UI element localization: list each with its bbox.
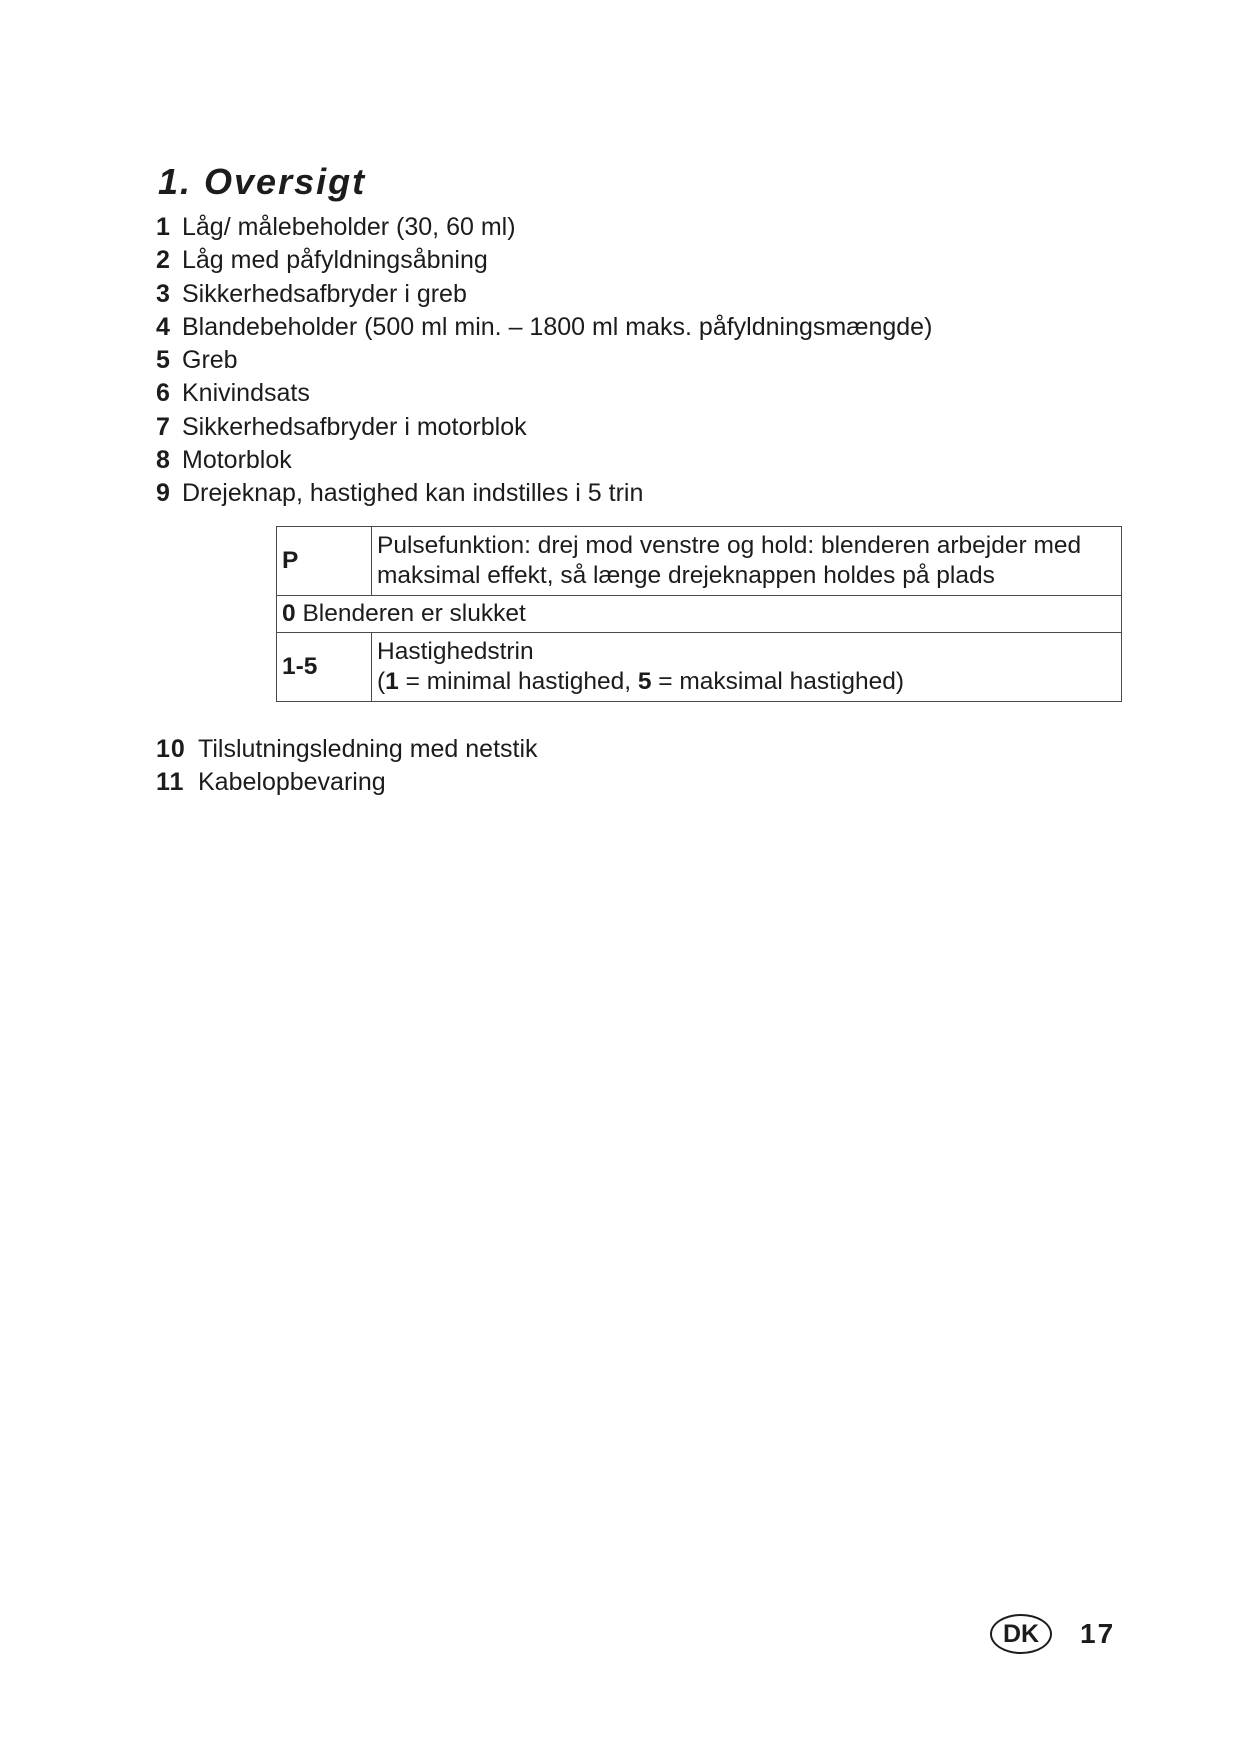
item-number: 1 <box>156 213 170 241</box>
table-row <box>277 596 1122 633</box>
item-number: 6 <box>156 379 170 408</box>
item-text: Drejeknap, hastighed kan indstilles i 5 trin <box>182 479 644 508</box>
knob-settings-table <box>276 526 1122 702</box>
list-item <box>156 211 932 244</box>
item-number: 4 <box>156 312 170 341</box>
item-number: 8 <box>156 446 170 475</box>
table-cell-key: P <box>277 527 372 596</box>
list-item <box>156 344 932 377</box>
max-speed-number: 5 <box>637 668 652 695</box>
item-text: Greb <box>182 346 238 375</box>
paren-text: ( <box>377 668 386 695</box>
list-item <box>156 733 538 766</box>
list-item <box>156 411 932 444</box>
parts-list-continued <box>156 733 538 800</box>
country-code-badge: DK <box>990 1614 1052 1654</box>
page-footer <box>990 1614 1115 1654</box>
description-line: maksimal effekt, så længe drejeknappen holdes på plads <box>377 562 995 589</box>
list-item <box>156 377 932 410</box>
list-item <box>156 278 932 311</box>
description-line: Pulsefunktion: drej mod venstre og hold: blenderen arbejder med <box>377 532 1082 559</box>
item-number: 11 <box>156 768 185 797</box>
item-text: Tilslutningsledning med netstik <box>198 735 538 763</box>
item-number: 9 <box>156 479 170 508</box>
item-text: Blandebeholder (500 ml min. – 1800 ml maks. påfyldningsmængde) <box>182 312 933 341</box>
item-text: Sikkerhedsafbryder i greb <box>182 279 467 308</box>
list-item <box>156 444 932 477</box>
min-speed-text: = minimal hastighed, <box>398 668 638 695</box>
item-text: Låg/ målebeholder (30, 60 ml) <box>182 213 516 241</box>
item-number: 3 <box>156 279 170 308</box>
table-cell-key: 0 <box>282 600 296 627</box>
list-item <box>156 766 538 799</box>
item-text: Knivindsats <box>182 379 310 408</box>
table-cell-description <box>372 527 1122 596</box>
table-cell-description <box>372 633 1122 702</box>
description-line <box>377 667 1116 697</box>
min-speed-number: 1 <box>385 668 399 695</box>
list-item <box>156 244 932 277</box>
description-line: Hastighedstrin <box>377 638 534 665</box>
page-number: 17 <box>1080 1618 1116 1649</box>
item-text: Motorblok <box>182 446 292 475</box>
item-number: 5 <box>156 346 170 375</box>
list-item <box>156 311 932 344</box>
item-number: 2 <box>156 246 170 275</box>
item-text: Låg med påfyldningsåbning <box>182 246 488 275</box>
table-cell-key: 1-5 <box>277 633 372 702</box>
item-number: 7 <box>156 412 170 441</box>
list-item <box>156 477 932 510</box>
section-title: 1. Oversigt <box>158 161 367 202</box>
table-row <box>277 633 1122 702</box>
table-row <box>277 527 1122 596</box>
item-text: Sikkerhedsafbryder i motorblok <box>182 412 527 441</box>
parts-list <box>156 211 932 511</box>
item-number: 10 <box>156 735 186 763</box>
item-text: Kabelopbevaring <box>198 768 386 797</box>
description-text: Blenderen er slukket <box>302 600 526 627</box>
table-cell-merged <box>277 596 1122 633</box>
max-speed-text: = maksimal hastighed) <box>651 668 905 695</box>
